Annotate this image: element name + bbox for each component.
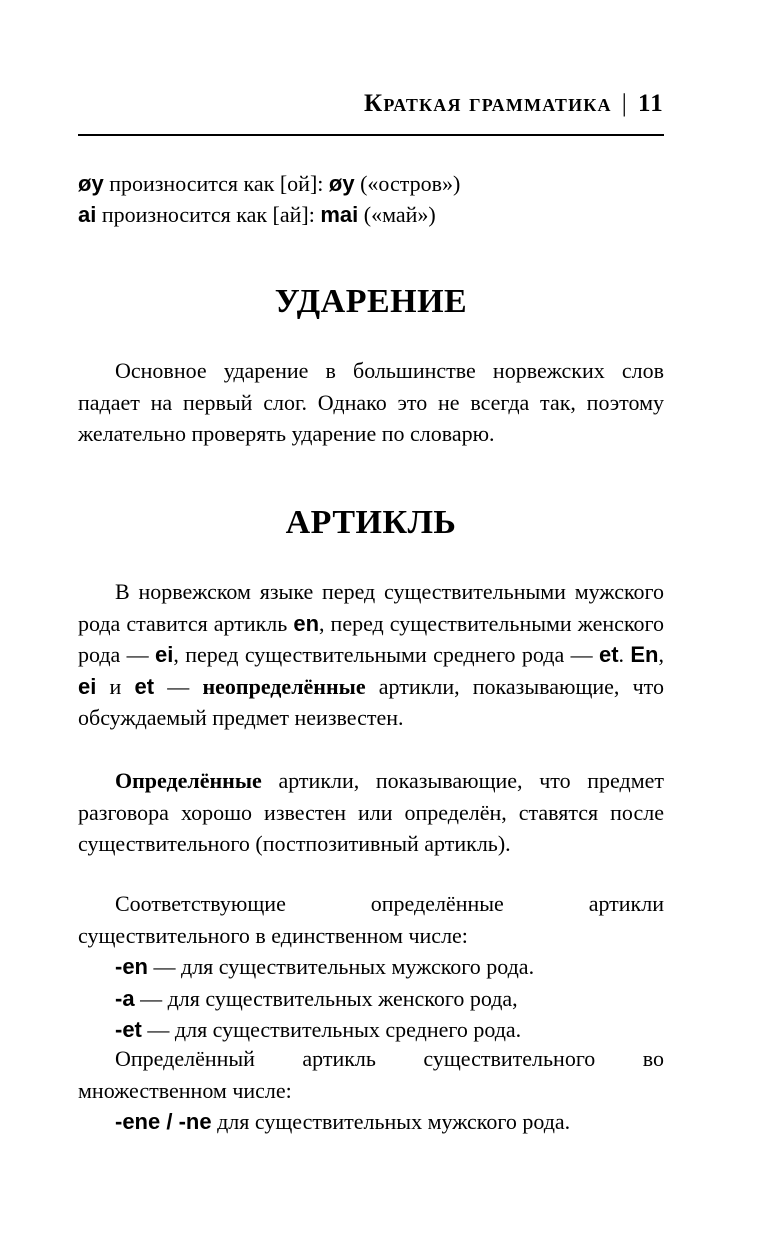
suffix-text: — для существительных женского рода, [134,985,518,1011]
text-run: В норвежском языке перед существительными мужского рода ставится артикль [78,579,664,636]
article-paragraph-4: Определённый артикль существительного во множественном числе: [78,1046,664,1103]
suffix-text: — для существительных мужского рода. [148,954,535,979]
running-header [78,90,664,136]
article-paragraph-2 [78,765,664,860]
text-run: артикли, показывающие, что обсуждаемый предмет неизвестен. [78,673,664,730]
suffix: -en [115,954,148,979]
page-number: 11 [637,90,664,117]
header-separator: | [621,90,628,117]
section-heading-article: АРТИКЛЬ [285,504,457,541]
article-term: ei [78,673,97,699]
suffix: -ene / -ne [115,1109,212,1134]
text-run: , перед существительными женского рода — [78,610,664,667]
text-run: артикли, показывающие, что предмет разговора хорошо известен или определён, ставятся после существительного (постпозитивный артикль). [78,768,664,856]
diphthong-line [78,199,460,230]
list-item [115,1106,570,1138]
text-run: , [658,642,664,667]
text-run: . [618,642,631,667]
text-run: — [154,673,203,699]
list-item [115,951,534,983]
bold-term: неопределённые [202,673,366,699]
suffix: -et [115,1017,142,1042]
suffix-text: для существительных мужского рода. [211,1109,571,1134]
article-term: En [630,642,659,667]
list-item [115,983,534,1015]
diphthong-example: mai [320,202,359,227]
suffix-text: — для существительных среднего рода. [141,1017,522,1042]
diphthong-example: øy [328,171,355,196]
diphthong-gloss: («остров») [354,171,461,196]
article-paragraph-3: Соответствующие определённые артикли существительного в единственном числе: [78,891,664,948]
diphthong-letter: ai [78,202,97,227]
article-term: en [293,610,320,636]
section-heading-stress: УДАРЕНИЕ [274,283,468,320]
diphthong-letter: øy [78,171,104,196]
text-run: , перед существительными среднего рода — [173,642,599,667]
diphthong-list [78,168,460,230]
suffix: -a [115,985,135,1011]
singular-suffix-list [115,951,534,1046]
text-run: и [96,673,135,699]
plural-suffix [115,1106,570,1138]
diphthong-text: произносится как [ай]: [96,202,321,227]
article-term: et [134,673,155,699]
list-item [115,1014,534,1046]
article-term: et [598,642,619,667]
diphthong-text: произносится как [ой]: [103,171,329,196]
bold-term: Определённые [115,768,262,793]
diphthong-gloss: («май») [358,202,436,227]
diphthong-line [78,168,460,199]
running-title: Краткая грамматика [364,90,612,117]
stress-paragraph: Основное ударение в большинстве норвежских слов падает на первый слог. Однако это не всегда так, поэтому желательно проверять ударение по словарю. [78,358,664,446]
article-term: ei [155,642,174,667]
article-paragraph-1 [78,576,664,734]
